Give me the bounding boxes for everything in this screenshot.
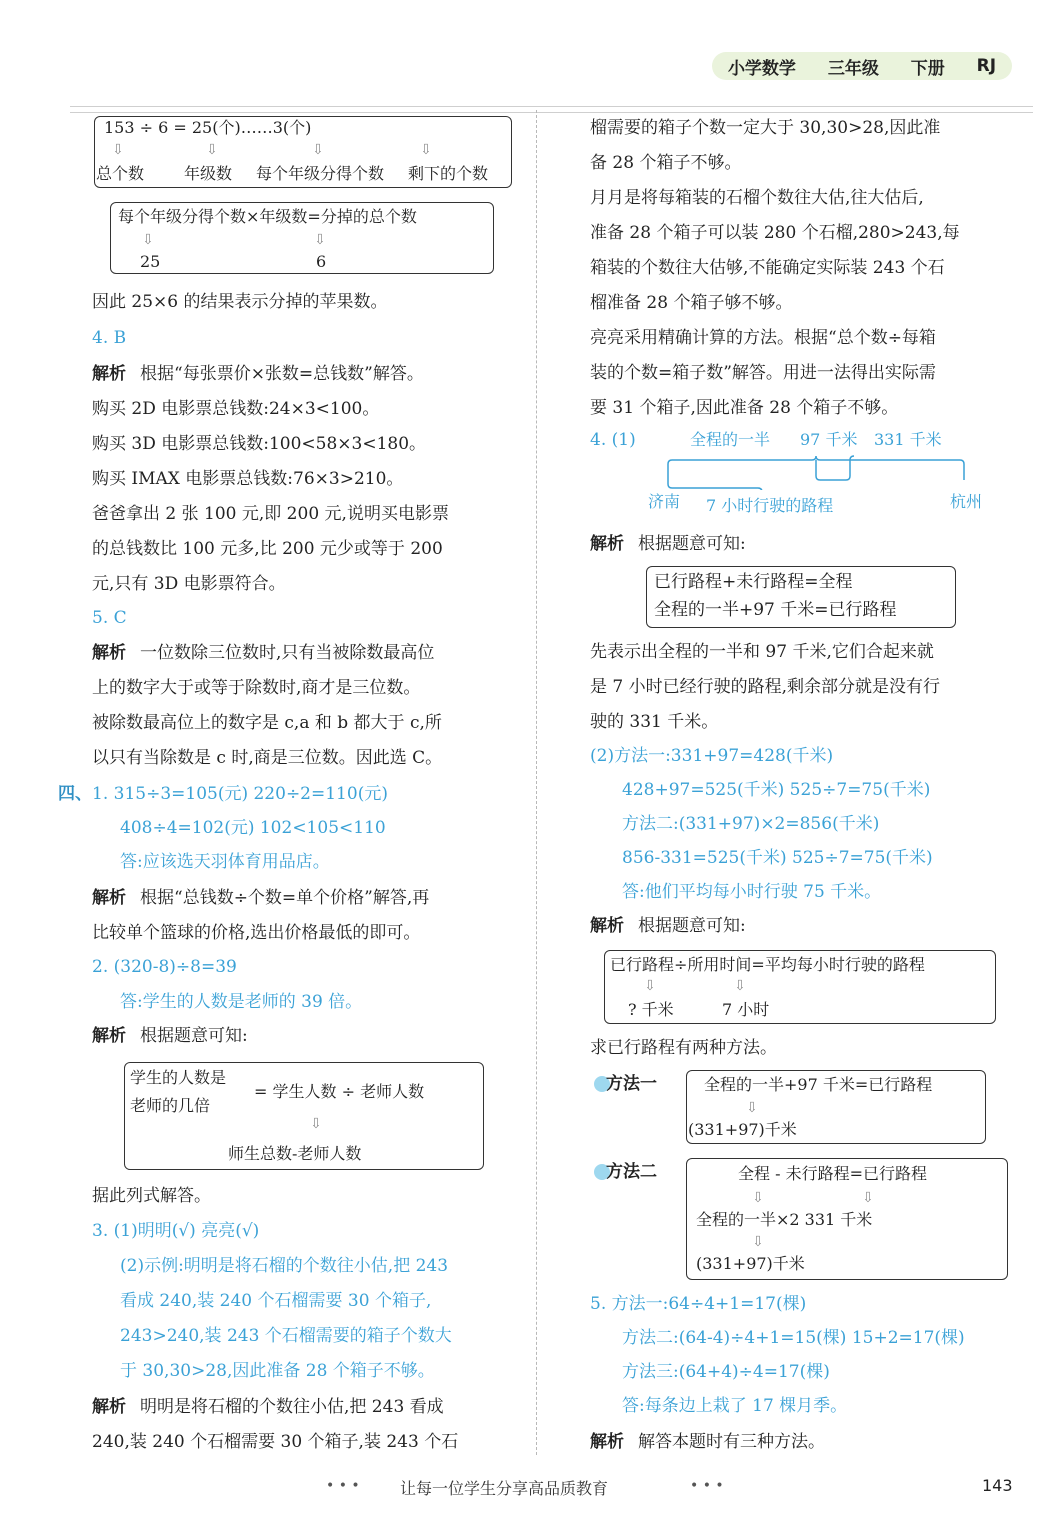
label-each: 每个年级分得个数 [256,164,385,183]
analysis-tag: 解析 [92,643,126,663]
text-line: 408÷4=102(元) 102<105<110 [120,818,386,838]
text-line: 爸爸拿出 2 张 100 元,即 200 元,说明买电影票 [92,504,449,524]
arrow-down-icon: ⇩ [142,232,154,248]
text-line: 元,只有 3D 电影票符合。 [92,574,286,594]
text-line: 榴需要的箱子个数一定大于 30,30>28,因此准 [590,118,941,138]
text-line: 被除数最高位上的数字是 c,a 和 b 都大于 c,所 [92,713,442,733]
text-line: (2)方法一:331+97=428(千米) [590,746,834,766]
text-line: 因此 25×6 的结果表示分掉的苹果数。 [92,292,388,312]
text-line: 箱装的个数往大估够,不能确定实际装 243 个石 [590,258,945,278]
header-rule [70,106,1033,107]
box-text: (331+97)千米 [696,1254,805,1273]
arrow-down-icon: ⇩ [644,978,656,994]
text-line: 243>240,装 243 个石榴需要的箱子个数大 [120,1326,452,1346]
method-one-label: 方法一 [606,1074,657,1094]
label-grades: 年级数 [184,164,233,183]
page-number: 143 [982,1476,1013,1495]
answer-5: 5. C [92,608,127,628]
text-line: 亮亮采用精确计算的方法。根据“总个数÷每箱 [590,328,936,348]
box-text: = 学生人数 ÷ 老师人数 [254,1082,425,1101]
text-line: 看成 240,装 240 个石榴需要 30 个箱子, [120,1291,432,1311]
text-line: 以只有当除数是 c 时,商是三位数。因此选 C。 [92,748,443,768]
footer-dots-left: • • • [326,1478,360,1494]
diagram-label-7h: 7 小时行驶的路程 [706,496,834,515]
box-text: 学生的人数是 [130,1068,227,1087]
text-line: 根据题意可知: [638,916,746,936]
analysis-tag: 解析 [590,1432,624,1452]
text-line: 要 31 个箱子,因此准备 28 个箱子不够。 [590,398,899,418]
header-tag [712,52,1012,80]
arrow-down-icon: ⇩ [310,1116,322,1132]
term: 下册 [910,58,945,79]
text-line: 的总钱数比 100 元多,比 200 元少或等于 200 [92,539,443,559]
text-line: 购买 IMAX 电影票总钱数:76×3>210。 [92,469,404,489]
box-text: 7 小时 [722,1000,770,1019]
box-text: 已行路程÷所用时间=平均每小时行驶的路程 [610,955,925,974]
arrow-down-icon: ⇩ [314,232,326,248]
arrow-down-icon: ⇩ [862,1190,874,1206]
text-line: 根据“每张票价×张数=总钱数”解答。 [140,364,424,384]
diagram-label-hangzhou: 杭州 [950,492,983,511]
arrow-down-icon: ⇩ [746,1100,758,1116]
text-line: 准备 28 个箱子可以装 280 个石榴,280>243,每 [590,223,960,243]
text-line: 856-331=525(千米) 525÷7=75(千米) [622,848,933,868]
answer-4-1: 4. (1) [590,430,636,450]
box-text: 全程的一半+97 千米=已行路程 [704,1075,933,1094]
text-line: 驶的 331 千米。 [590,712,719,732]
text-line: (2)示例:明明是将石榴的个数往小估,把 243 [120,1256,449,1276]
text-line: 答:他们平均每小时行驶 75 千米。 [622,882,882,902]
text-line: 方法二:(64-4)÷4+1=15(棵) 15+2=17(棵) [622,1328,965,1348]
text-line: 1. 315÷3=105(元) 220÷2=110(元) [92,784,388,804]
text-line: 月月是将每箱装的石榴个数往大估,往大估后, [590,188,924,208]
box-text: 师生总数-老师人数 [228,1144,362,1163]
arrow-down-icon: ⇩ [112,142,124,158]
text-line: 是 7 小时已经行驶的路程,剩余部分就是没有行 [590,677,941,697]
text-line: 答:应该选天羽体育用品店。 [120,852,330,872]
column-divider [536,110,537,1455]
analysis-tag: 解析 [590,534,624,554]
text-line: 先表示出全程的一半和 97 千米,它们合起来就 [590,642,934,662]
text-line: 购买 3D 电影票总钱数:100<58×3<180。 [92,434,427,454]
text-line: 于 30,30>28,因此准备 28 个箱子不够。 [120,1361,435,1381]
footer-dots-right: • • • [690,1478,724,1494]
box-text: 全程的一半×2 331 千米 [696,1210,873,1229]
box-text: ? 千米 [628,1000,674,1019]
analysis-tag: 解析 [92,888,126,908]
arrow-down-icon: ⇩ [420,142,432,158]
box-text: 老师的几倍 [130,1096,211,1115]
text-line: 据此列式解答。 [92,1186,211,1206]
text-line: 榴准备 28 个箱子够不够。 [590,293,793,313]
diagram-label-half: 全程的一半 [690,430,771,449]
text-line: 上的数字大于或等于除数时,商才是三位数。 [92,678,421,698]
route-diagram [660,450,972,490]
arrow-down-icon: ⇩ [734,978,746,994]
text-line: 装的个数=箱子数”解答。用进一法得出实际需 [590,363,936,383]
text-line: 答:每条边上栽了 17 棵月季。 [622,1396,848,1416]
arrow-down-icon: ⇩ [752,1190,764,1206]
footer-slogan: 让每一位学生分享高品质教育 [400,1479,609,1498]
subject: 小学数学 [727,58,796,79]
method-two-label: 方法二 [606,1162,657,1182]
text-line: 5. 方法一:64÷4+1=17(棵) [590,1294,807,1314]
analysis-tag: 解析 [92,1026,126,1046]
text-line: 求已行路程有两种方法。 [590,1038,777,1058]
header-rule-2 [70,112,1033,113]
text-line: 方法三:(64+4)÷4=17(棵) [622,1362,830,1382]
arrow-down-icon: ⇩ [312,142,324,158]
edition: RJ [976,56,997,76]
text-line: 解答本题时有三种方法。 [638,1432,825,1452]
text-line: 比较单个篮球的价格,选出价格最低的即可。 [92,923,421,943]
text-line: 答:学生的人数是老师的 39 倍。 [120,992,363,1012]
box-text: (331+97)千米 [688,1120,797,1139]
text-line: 方法二:(331+97)×2=856(千米) [622,814,880,834]
analysis-tag: 解析 [590,916,624,936]
text-line: 购买 2D 电影票总钱数:24×3<100。 [92,399,380,419]
analysis-tag: 解析 [92,1397,126,1417]
arrow-down-icon: ⇩ [752,1234,764,1250]
text-line: 2. (320-8)÷8=39 [92,957,237,977]
section-four: 四、 [58,784,92,804]
box-text: 全程 - 未行路程=已行路程 [738,1164,927,1183]
text-line: 根据题意可知: [140,1026,248,1046]
text-line: 3. (1)明明(√) 亮亮(√) [92,1221,260,1241]
box-text: 已行路程+未行路程=全程 [654,572,853,592]
value-6: 6 [316,252,327,271]
division-equation: 153 ÷ 6 = 25(个)……3(个) [104,118,312,137]
text-line: 根据“总钱数÷个数=单个价格”解答,再 [140,888,430,908]
grade: 三年级 [827,58,879,79]
label-remain: 剩下的个数 [408,164,489,183]
arrow-down-icon: ⇩ [206,142,218,158]
box-text: 全程的一半+97 千米=已行路程 [654,600,897,620]
text-line: 一位数除三位数时,只有当被除数最高位 [140,643,435,663]
product-equation: 每个年级分得个数×年级数=分掉的总个数 [118,207,417,226]
text-line: 428+97=525(千米) 525÷7=75(千米) [622,780,931,800]
analysis-tag: 解析 [92,364,126,384]
text-line: 明明是将石榴的个数往小估,把 243 看成 [140,1397,444,1417]
diagram-label-97: 97 千米 [800,430,858,449]
text-line: 备 28 个箱子不够。 [590,153,742,173]
text-line: 240,装 240 个石榴需要 30 个箱子,装 243 个石 [92,1432,459,1452]
label-total: 总个数 [96,164,145,183]
diagram-label-331: 331 千米 [874,430,942,449]
value-25: 25 [140,252,161,271]
answer-4: 4. B [92,328,127,348]
diagram-label-jinan: 济南 [648,492,681,511]
text-line: 根据题意可知: [638,534,746,554]
